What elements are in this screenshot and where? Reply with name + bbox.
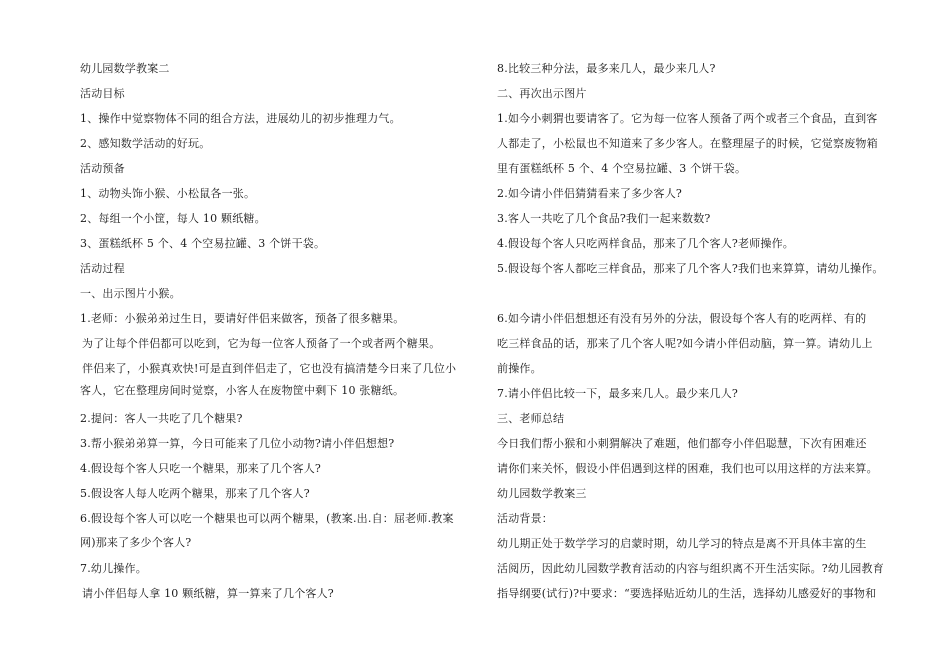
section-label: 二、再次出示图片 <box>497 87 587 100</box>
text-line: 客人，它在整理房间时觉察，小客人在废物筐中剩下 10 张糖纸。 <box>80 384 405 397</box>
text-line: 吃三样食品的话，那来了几个客人呢?如今请小伴侣动脑，算一算。请幼儿上 <box>497 337 873 350</box>
text-line: 7.请小伴侣比较一下，最多来几人。最少来几人? <box>497 387 738 400</box>
section-label: 三、老师总结 <box>497 412 565 425</box>
text-line: 8.比较三种分法，最多来几人，最少来几人? <box>497 62 716 75</box>
text-line: 活阅历，因此幼儿园数学教育活动的内容与组织离不开生活实际。?幼儿园教育 <box>497 562 884 575</box>
text-line: 1、操作中觉察物体不同的组合方法，进展幼儿的初步推理力气。 <box>80 112 401 125</box>
text-line: 5.假设每个客人都吃三样食品，那来了几个客人?我们也来算算，请幼儿操作。 <box>497 262 884 275</box>
text-line: 2.提问：客人一共吃了几个糖果? <box>80 412 243 425</box>
section-label: 活动过程 <box>80 262 125 275</box>
text-line: 2、感知数学活动的好玩。 <box>80 137 211 150</box>
text-line: 今日我们帮小猴和小刺猬解决了难题，他们都夸小伴侣聪慧，下次有困难还 <box>497 437 867 450</box>
text-line: 5.假设客人每人吃两个糖果，那来了几个客人? <box>80 487 310 500</box>
text-line: 2、每组一个小筐，每人 10 颗纸糖。 <box>80 212 266 225</box>
text-line: 伴侣来了，小猴真欢快!可是直到伴侣走了，它也没有搞清楚今日来了几位小 <box>82 362 457 375</box>
text-line: 4.假设每个客人只吃一个糖果，那来了几个客人? <box>80 462 321 475</box>
text-line: 幼儿期正处于数学学习的启蒙时期，幼儿学习的特点是离不开具体丰富的生 <box>497 537 867 550</box>
text-line: 1.老师：小猴弟弟过生日，要请好伴侣来做客，预备了很多糖果。 <box>80 312 405 325</box>
text-line: 网)那来了多少个客人? <box>80 536 192 549</box>
text-line: 4.假设每个客人只吃两样食品，那来了几个客人?老师操作。 <box>497 237 794 250</box>
text-line: 7.幼儿操作。 <box>80 562 147 575</box>
text-line: 6.如今请小伴侣想想还有没有另外的分法，假设每个客人有的吃两样、有的 <box>497 312 867 325</box>
doc-heading: 幼儿园数学教案二 <box>80 62 170 75</box>
text-line: 1、动物头饰小猴、小松鼠各一张。 <box>80 187 256 200</box>
section-label: 活动目标 <box>80 87 125 100</box>
text-line: 3.客人一共吃了几个食品?我们一起来数数? <box>497 212 711 225</box>
text-line: 指导纲要(试行)?中要求：“要选择贴近幼儿的生活，选择幼儿感爱好的事物和 <box>497 587 877 600</box>
section-label: 活动预备 <box>80 162 125 175</box>
text-line: 里有蛋糕纸杯 5 个、4 个空易拉罐、3 个饼干袋。 <box>497 162 747 175</box>
text-line: 1.如今小刺猬也要请客了。它为每一位客人预备了两个或者三个食品，直到客 <box>497 112 878 125</box>
text-line: 一、出示图片小猴。 <box>80 287 181 300</box>
text-line: 人都走了，小松鼠也不知道来了多少客人。在整理屋子的时候，它觉察废物箱 <box>497 137 878 150</box>
text-line: 6.假设每个客人可以吃一个糖果也可以两个糖果，(教案.出.自：屈老师.教案 <box>80 512 454 525</box>
text-line: 3、蛋糕纸杯 5 个、4 个空易拉罐、3 个饼干袋。 <box>80 237 326 250</box>
doc-heading: 幼儿园数学教案三 <box>497 487 587 500</box>
text-line: 2.如今请小伴侣猜猜看来了多少客人? <box>497 187 682 200</box>
text-line: 前操作。 <box>497 362 542 375</box>
text-line: 请小伴侣每人拿 10 颗纸糖，算一算来了几个客人? <box>82 587 334 600</box>
text-line: 为了让每个伴侣都可以吃到，它为每一位客人预备了一个或者两个糖果。 <box>82 337 441 350</box>
text-line: 请你们来关怀，假设小伴侣遇到这样的困难，我们也可以用这样的方法来算。 <box>497 462 878 475</box>
section-label: 活动背景： <box>497 512 553 525</box>
text-line: 3.帮小猴弟弟算一算，今日可能来了几位小动物?请小伴侣想想? <box>80 437 395 450</box>
